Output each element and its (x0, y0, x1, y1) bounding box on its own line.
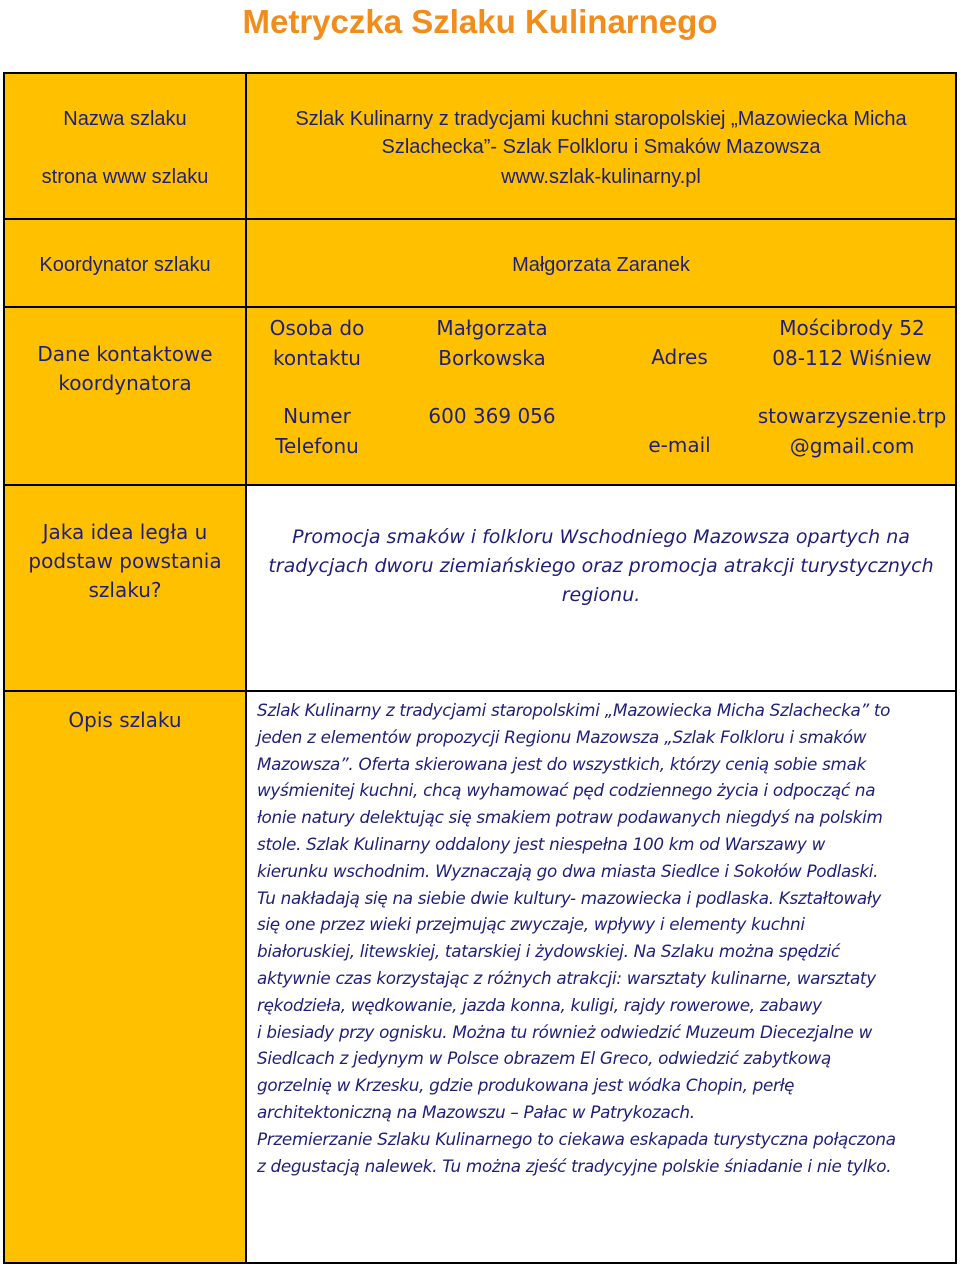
contact-person-label-line2: kontaktu (273, 346, 361, 370)
idea-section (3, 484, 957, 692)
description-line: się one przez wieki przejmując zwyczaje, wpływy i elementy kuchni (257, 914, 805, 935)
phone-label (247, 401, 387, 461)
contact-person-label-line1: Osoba do (269, 316, 365, 340)
description-line: architektoniczną na Mazowszu – Pałac w Patrykozach. (257, 1101, 695, 1122)
idea-line1: Promocja smaków i folkloru Wschodniego Mazowsza opartych na (292, 526, 910, 548)
coordinator-section (3, 218, 957, 308)
trail-name-value-cell (247, 74, 955, 218)
idea-label (5, 518, 245, 605)
email-label: e-mail (648, 433, 711, 457)
description-line: i biesiady przy ognisku. Można tu również odwiedzić Muzeum Diecezjalne w (257, 1021, 873, 1042)
description-label: Opis szlaku (68, 708, 182, 732)
coordinator-label-cell (5, 220, 247, 306)
idea-label-cell (5, 486, 247, 690)
description-line: Przemierzanie Szlaku Kulinarnego to ciekawa eskapada turystyczna połączona (257, 1128, 896, 1149)
description-section (3, 690, 957, 1264)
description-line: z degustacją nalewek. Tu można zjeść tradycyjne polskie śniadanie i nie tylko. (257, 1155, 892, 1176)
idea-value-cell (247, 486, 955, 690)
trail-name-line1: Szlak Kulinarny z tradycjami kuchni staropolskiej „Mazowiecka Micha (295, 108, 907, 130)
description-line: stole. Szlak Kulinarny oddalony jest niespełna 100 km od Warszawy w (257, 833, 826, 854)
contact-person-line1: Małgorzata (436, 316, 548, 340)
description-text (257, 697, 947, 1179)
contact-person-value (392, 313, 592, 373)
description-line: Mazowsza”. Oferta skierowana jest do wszystkich, którzy cenią sobie smak (257, 753, 866, 774)
trail-name-label-cell (5, 74, 247, 218)
description-line: rękodzieła, wędkowanie, jazda konna, kuligi, rajdy rowerowe, zabawy (257, 994, 822, 1015)
description-line: Siedlcach z jedynym w Polsce obrazem El Greco, odwiedzić zabytkową (257, 1048, 832, 1069)
phone-label-line2: Telefonu (275, 434, 359, 458)
trail-www-link[interactable]: www.szlak-kulinarny.pl (501, 166, 701, 188)
trail-name-line2: Szlachecka”- Szlak Folkloru i Smaków Mazowsza (381, 136, 821, 158)
idea-label-line1: Jaka idea legła u (42, 520, 208, 544)
description-label-cell (5, 692, 247, 1262)
contact-grid (247, 308, 955, 484)
description-line: wyśmienitej kuchni, chcą wyhamować pęd codziennego życia i odpocząć na (257, 780, 876, 801)
email-line2: @gmail.com (789, 434, 915, 458)
description-line: łonie natury delektując się smakiem potraw podawanych niegdyś na polskim (257, 807, 883, 828)
address-line2: 08-112 Wiśniew (772, 346, 932, 370)
coordinator-name: Małgorzata Zaranek (512, 254, 690, 276)
address-value (747, 313, 957, 373)
description-line: Szlak Kulinarny z tradycjami staropolskimi „Mazowiecka Micha Szlachecka” to (257, 700, 891, 720)
description-line: Tu nakładają się na siebie dwie kultury- mazowiecka i podlaska. Kształtowały (257, 887, 882, 908)
idea-line2: tradycjach dworu ziemiańskiego oraz promocja atrakcji turystycznych (268, 555, 934, 577)
trail-name-section (3, 72, 957, 220)
description-line: białoruskiej, litewskiej, tatarskiej i żydowskiej. Na Szlaku można spędzić (257, 941, 840, 962)
contact-person-line2: Borkowska (438, 346, 546, 370)
idea-label-line2: podstaw powstania (28, 549, 222, 573)
contact-section (3, 306, 957, 486)
trail-name-label: Nazwa szlaku (63, 108, 187, 130)
description-value-cell (247, 692, 955, 1262)
description-line: kierunku wschodnim. Wyznaczają go dwa miasta Siedlce i Sokołów Podlaski. (257, 860, 879, 881)
contact-label-cell (5, 308, 247, 484)
trail-www-label: strona www szlaku (41, 166, 209, 188)
page-title: Metryczka Szlaku Kulinarnego (242, 3, 718, 40)
address-label: Adres (651, 345, 708, 369)
contact-label-line2: koordynatora (58, 371, 192, 395)
coordinator-value-cell (247, 220, 955, 306)
idea-line3: regionu. (561, 584, 641, 606)
contact-person-label (247, 313, 387, 373)
phone-value: 600 369 056 (428, 404, 556, 428)
email-value[interactable] (747, 401, 957, 461)
email-line1: stowarzyszenie.trp (757, 404, 947, 428)
idea-text (247, 523, 955, 610)
coordinator-label: Koordynator szlaku (39, 254, 211, 276)
idea-label-line3: szlaku? (88, 578, 162, 602)
description-line: aktywnie czas korzystając z różnych atrakcji: warsztaty kulinarne, warsztaty (257, 967, 876, 988)
description-line: gorzelnię w Krzesku, gdzie produkowana jest wódka Chopin, perłę (257, 1075, 795, 1096)
description-line: jeden z elementów propozycji Regionu Mazowsza „Szlak Folkloru i smaków (257, 726, 867, 747)
contact-label-line1: Dane kontaktowe (37, 342, 213, 366)
address-line1: Mościbrody 52 (779, 316, 925, 340)
phone-label-line1: Numer (283, 404, 351, 428)
